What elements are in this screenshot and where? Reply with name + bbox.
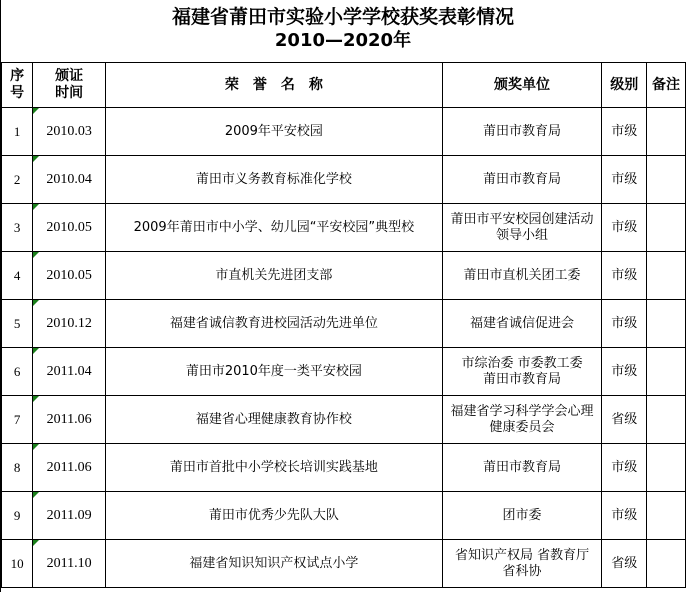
cell-unit-line1: 莆田市教育局 bbox=[483, 459, 562, 475]
table-row bbox=[2, 300, 686, 348]
cell-seq[interactable]: 7 bbox=[2, 396, 33, 444]
cell-level[interactable]: 市级 bbox=[602, 156, 647, 204]
cell-date[interactable] bbox=[33, 348, 106, 396]
comment-marker-icon bbox=[33, 156, 39, 162]
cell-note[interactable] bbox=[647, 444, 686, 492]
comment-marker-icon bbox=[33, 348, 39, 354]
cell-honor-text: 2009年莆田市中小学、幼儿园“平安校园”典型校 bbox=[133, 219, 415, 235]
cell-date-text: 2011.09 bbox=[46, 507, 92, 523]
header-seq[interactable] bbox=[2, 63, 33, 108]
comment-marker-icon bbox=[33, 300, 39, 306]
comment-marker-icon bbox=[33, 492, 39, 498]
cell-seq[interactable]: 2 bbox=[2, 156, 33, 204]
cell-note[interactable] bbox=[647, 108, 686, 156]
cell-honor[interactable] bbox=[106, 444, 443, 492]
table-row bbox=[2, 396, 686, 444]
cell-date[interactable] bbox=[33, 444, 106, 492]
cell-note[interactable] bbox=[647, 300, 686, 348]
cell-unit[interactable] bbox=[442, 156, 602, 204]
cell-note[interactable] bbox=[647, 492, 686, 540]
cell-level[interactable]: 市级 bbox=[602, 204, 647, 252]
cell-honor[interactable] bbox=[106, 492, 443, 540]
cell-unit-line1: 莆田市教育局 bbox=[483, 171, 562, 187]
comment-marker-icon bbox=[33, 204, 39, 210]
cell-date-text: 2010.05 bbox=[46, 267, 92, 283]
cell-honor[interactable] bbox=[106, 252, 443, 300]
cell-date-text: 2011.04 bbox=[46, 363, 92, 379]
cell-seq[interactable]: 4 bbox=[2, 252, 33, 300]
header-row bbox=[2, 63, 686, 108]
header-unit[interactable]: 颁奖单位 bbox=[442, 63, 602, 108]
cell-honor-text: 福建省知识知识产权试点小学 bbox=[189, 555, 359, 571]
table-row bbox=[2, 156, 686, 204]
cell-honor-text: 莆田市义务教育标准化学校 bbox=[195, 171, 352, 187]
cell-honor[interactable] bbox=[106, 396, 443, 444]
cell-unit[interactable] bbox=[442, 108, 602, 156]
cell-unit-line2: 省科协 bbox=[502, 563, 542, 579]
cell-note[interactable] bbox=[647, 348, 686, 396]
header-honor[interactable]: 荣 誉 名 称 bbox=[106, 63, 443, 108]
cell-seq[interactable]: 6 bbox=[2, 348, 33, 396]
comment-marker-icon bbox=[33, 396, 39, 402]
table-row bbox=[2, 204, 686, 252]
cell-unit-line1: 福建省诚信促进会 bbox=[470, 315, 575, 331]
comment-marker-icon bbox=[33, 252, 39, 258]
cell-date[interactable] bbox=[33, 204, 106, 252]
cell-level[interactable]: 市级 bbox=[602, 108, 647, 156]
cell-unit[interactable] bbox=[442, 492, 602, 540]
table-row bbox=[2, 252, 686, 300]
cell-unit-line1: 莆田市教育局 bbox=[483, 123, 562, 139]
cell-seq[interactable]: 3 bbox=[2, 204, 33, 252]
cell-honor-text: 福建省诚信教育进校园活动先进单位 bbox=[169, 315, 378, 331]
cell-unit[interactable] bbox=[442, 204, 602, 252]
table-row bbox=[2, 492, 686, 540]
cell-date-text: 2011.06 bbox=[46, 459, 92, 475]
cell-date-text: 2010.03 bbox=[46, 123, 92, 139]
cell-seq[interactable]: 1 bbox=[2, 108, 33, 156]
title-line-2: 2010—2020年 bbox=[274, 30, 412, 51]
cell-level[interactable]: 省级 bbox=[602, 540, 647, 588]
cell-unit-line1: 省知识产权局 省教育厅 bbox=[454, 547, 590, 563]
cell-honor[interactable] bbox=[106, 156, 443, 204]
table-row bbox=[2, 540, 686, 588]
cell-date[interactable] bbox=[33, 540, 106, 588]
cell-unit-line2: 领导小组 bbox=[496, 227, 549, 243]
cell-date[interactable] bbox=[33, 396, 106, 444]
comment-marker-icon bbox=[33, 444, 39, 450]
cell-seq[interactable]: 10 bbox=[2, 540, 33, 588]
cell-date[interactable] bbox=[33, 108, 106, 156]
title-line-1: 福建省莆田市实验小学学校获奖表彰情况 bbox=[171, 6, 514, 28]
document-title bbox=[0, 0, 686, 62]
cell-seq[interactable]: 8 bbox=[2, 444, 33, 492]
cell-honor-text: 莆田市优秀少先队大队 bbox=[208, 507, 339, 523]
header-date-line1: 颁证 bbox=[55, 68, 84, 84]
table-row bbox=[2, 444, 686, 492]
cell-unit[interactable] bbox=[442, 396, 602, 444]
cell-unit[interactable] bbox=[442, 300, 602, 348]
cell-unit-line1: 莆田市平安校园创建活动 bbox=[450, 211, 594, 227]
cell-date[interactable] bbox=[33, 492, 106, 540]
comment-marker-icon bbox=[33, 540, 39, 546]
table-row bbox=[2, 108, 686, 156]
cell-level[interactable]: 省级 bbox=[602, 396, 647, 444]
header-date[interactable] bbox=[33, 63, 106, 108]
cell-honor-text: 莆田市首批中小学校长培训实践基地 bbox=[169, 459, 378, 475]
cell-note[interactable] bbox=[647, 540, 686, 588]
cell-honor[interactable] bbox=[106, 204, 443, 252]
cell-unit-line1: 福建省学习科学学会心理 bbox=[450, 403, 594, 419]
cell-date-text: 2010.12 bbox=[46, 315, 92, 331]
table-body bbox=[2, 108, 686, 588]
cell-level[interactable]: 市级 bbox=[602, 300, 647, 348]
table-row bbox=[2, 348, 686, 396]
cell-note[interactable] bbox=[647, 204, 686, 252]
cell-unit-line1: 莆田市直机关团工委 bbox=[463, 267, 581, 283]
comment-marker-icon bbox=[33, 108, 39, 114]
cell-unit[interactable] bbox=[442, 540, 602, 588]
cell-note[interactable] bbox=[647, 252, 686, 300]
cell-honor-text: 莆田市2010年度一类平安校园 bbox=[185, 363, 362, 379]
cell-date-text: 2010.05 bbox=[46, 219, 92, 235]
cell-date[interactable] bbox=[33, 300, 106, 348]
header-note[interactable]: 备注 bbox=[647, 63, 686, 108]
cell-honor[interactable] bbox=[106, 108, 443, 156]
cell-date-text: 2011.06 bbox=[46, 411, 92, 427]
awards-table bbox=[1, 62, 686, 588]
cell-seq[interactable]: 9 bbox=[2, 492, 33, 540]
cell-honor[interactable] bbox=[106, 348, 443, 396]
cell-date[interactable] bbox=[33, 156, 106, 204]
cell-unit[interactable] bbox=[442, 444, 602, 492]
cell-unit-line1: 团市委 bbox=[502, 507, 542, 523]
cell-unit-line1: 市综治委 市委教工委 bbox=[461, 355, 583, 371]
cell-honor-text: 2009年平安校园 bbox=[224, 123, 323, 139]
cell-honor-text: 市直机关先进团支部 bbox=[215, 267, 333, 283]
cell-date-text: 2011.10 bbox=[46, 555, 92, 571]
cell-date[interactable] bbox=[33, 252, 106, 300]
cell-note[interactable] bbox=[647, 156, 686, 204]
cell-honor[interactable] bbox=[106, 540, 443, 588]
header-date-line2: 时间 bbox=[55, 85, 84, 101]
cell-unit[interactable] bbox=[442, 348, 602, 396]
cell-level[interactable]: 市级 bbox=[602, 492, 647, 540]
cell-unit-line2: 莆田市教育局 bbox=[483, 371, 562, 387]
cell-note[interactable] bbox=[647, 396, 686, 444]
cell-unit[interactable] bbox=[442, 252, 602, 300]
cell-date-text: 2010.04 bbox=[46, 171, 92, 187]
cell-level[interactable]: 市级 bbox=[602, 348, 647, 396]
header-level[interactable]: 级别 bbox=[602, 63, 647, 108]
cell-honor-text: 福建省心理健康教育协作校 bbox=[195, 411, 352, 427]
cell-honor[interactable] bbox=[106, 300, 443, 348]
cell-level[interactable]: 市级 bbox=[602, 252, 647, 300]
cell-unit-line2: 健康委员会 bbox=[489, 419, 555, 435]
header-seq-line2: 号 bbox=[10, 85, 25, 101]
header-seq-line1: 序 bbox=[10, 68, 25, 84]
cell-level[interactable]: 市级 bbox=[602, 444, 647, 492]
cell-seq[interactable]: 5 bbox=[2, 300, 33, 348]
